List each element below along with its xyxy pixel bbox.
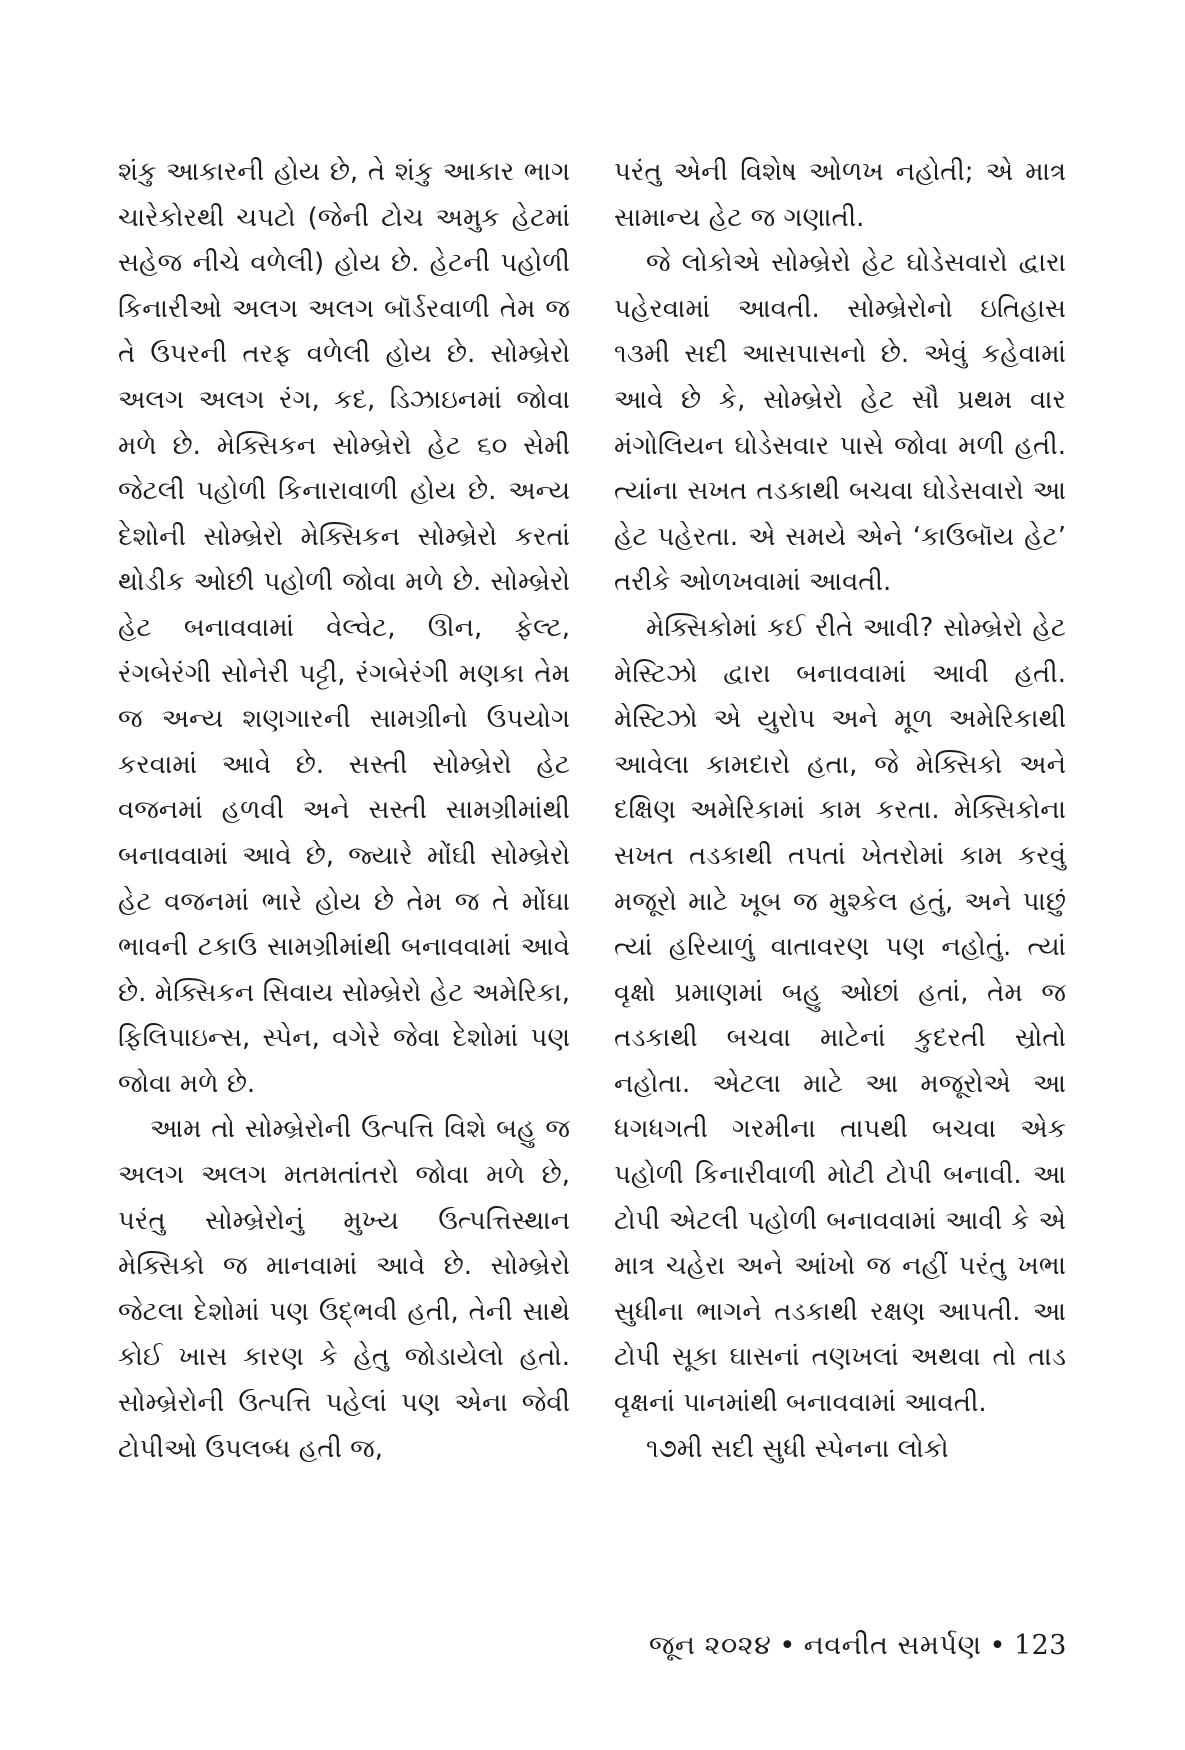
paragraph-right-2: જે લોકોએ સોમ્બ્રેરો હેટ ઘોડેસવારો દ્વારા પહેરવામાં આવતી. સોમ્બ્રેરોનો ઇતિહાસ ૧૩મી સદી આસપાસનો છે. એવું કહેવામાં આવે છે કે, સોમ્બ્રેરો હેટ સૌ પ્રથમ વાર મંગોલિયન ઘોડેસવાર પાસે જોવા મળી હતી. ત્યાંના સખત તડકાથી બચવા ઘોડેસવારો આ હેટ પહેરતા. એ સમયે એને ‘કાઉબૉય હેટ’ તરીકે ઓળખવામાં આવતી.	[614, 248, 1066, 598]
footer-magazine-name: નવનીત સમર્પણ	[803, 1630, 982, 1661]
footer-month-year: જૂન ૨૦૨૪	[648, 1630, 772, 1661]
paragraph-right-1: પરંતુ એની વિશેષ ઓળખ નહોતી; એ માત્ર સામાન્ય હેટ જ ગણાતી.	[614, 157, 1066, 233]
footer-separator-2: •	[989, 1630, 1006, 1661]
right-column	[614, 150, 1066, 1472]
page-number: 123	[1013, 1630, 1067, 1661]
footer-separator-1: •	[779, 1630, 796, 1661]
paragraph-right-4: ૧૭મી સદી સુધી સ્પેનના લોકો	[646, 1433, 949, 1464]
paragraph-left-1: શંકુ આકારની હોય છે, તે શંકુ આકાર ભાગ ચારેકોરથી ચપટો (જેની ટોચ અમુક હેટમાં સહેજ નીચે વળેલી) હોય છે. હેટની પહોળી કિનારીઓ અલગ અલગ બૉર્ડરવાળી તેમ જ તે ઉપરની તરફ વળેલી હોય છે. સોમ્બ્રેરો અલગ અલગ રંગ, કદ, ડિઝાઇનમાં જોવા મળે છે. મેક્સિકન સોમ્બ્રેરો હેટ ૬૦ સેમી જેટલી પહોળી કિનારાવાળી હોય છે. અન્ય દેશોની સોમ્બ્રેરો મેક્સિકન સોમ્બ્રેરો કરતાં થોડીક ઓછી પહોળી જોવા મળે છે. સોમ્બ્રેરો હેટ બનાવવામાં વેલ્વેટ, ઊન, ફેલ્ટ, રંગબેરંગી સોનેરી પટ્ટી, રંગબેરંગી મણકા તેમ જ અન્ય શણગારની સામગ્રીનો ઉપયોગ કરવામાં આવે છે. સસ્તી સોમ્બ્રેરો હેટ વજનમાં હળવી અને સસ્તી સામગ્રીમાંથી બનાવવામાં આવે છે, જ્યારે મોંઘી સોમ્બ્રેરો હેટ વજનમાં ભારે હોય છે તેમ જ તે મોંઘા ભાવની ટકાઉ સામગ્રીમાંથી બનાવવામાં આવે છે. મેક્સિકન સિવાય સોમ્બ્રેરો હેટ અમેરિકા, ફિલિપાઇન્સ, સ્પેન, વગેરે જેવા દેશોમાં પણ જોવા મળે છે.	[118, 157, 570, 1099]
paragraph-right-3: મેક્સિકોમાં કઈ રીતે આવી? સોમ્બ્રેરો હેટ મેસ્ટિઝો દ્વારા બનાવવામાં આવી હતી. મેસ્ટિઝો એ યુરોપ અને મૂળ અમેરિકાથી આવેલા કામદારો હતા, જે મેક્સિકો અને દક્ષિણ અમેરિકામાં કામ કરતા. મેક્સિકોના સખત તડકાથી તપતાં ખેતરોમાં કામ કરવું મજૂરો માટે ખૂબ જ મુશ્કેલ હતું, અને પાછું ત્યાં હરિયાળું વાતાવરણ પણ નહોતું. ત્યાં વૃક્ષો પ્રમાણમાં બહુ ઓછાં હતાં, તેમ જ તડકાથી બચવા માટેનાં કુદરતી સ્રોતો નહોતા. એટલા માટે આ મજૂરોએ આ ધગધગતી ગરમીના તાપથી બચવા એક પહોળી કિનારીવાળી મોટી ટોપી બનાવી. આ ટોપી એટલી પહોળી બનાવવામાં આવી કે એ માત્ર ચહેરા અને આંખો જ નહીં પરંતુ ખભા સુધીના ભાગને તડકાથી રક્ષણ આપતી. આ ટોપી સૂકા ઘાસનાં તણખલાં અથવા તો તાડ વૃક્ષનાં પાનમાંથી બનાવવામાં આવતી.	[614, 612, 1066, 1419]
page-footer	[649, 1630, 1067, 1662]
left-column	[118, 150, 570, 1472]
paragraph-left-2: આમ તો સોમ્બ્રેરોની ઉત્પત્તિ વિશે બહુ જ અલગ અલગ મતમતાંતરો જોવા મળે છે, પરંતુ સોમ્બ્રેરોનું મુખ્ય ઉત્પત્તિસ્થાન મેક્સિકો જ માનવામાં આવે છે. સોમ્બ્રેરો જેટલા દેશોમાં પણ ઉદ્ભવી હતી, તેની સાથે કોઈ ખાસ કારણ કે હેતુ જોડાયેલો હતો. સોમ્બ્રેરોની ઉત્પત્તિ પહેલાં પણ એના જેવી ટોપીઓ ઉપલબ્ધ હતી જ,	[118, 1114, 570, 1464]
